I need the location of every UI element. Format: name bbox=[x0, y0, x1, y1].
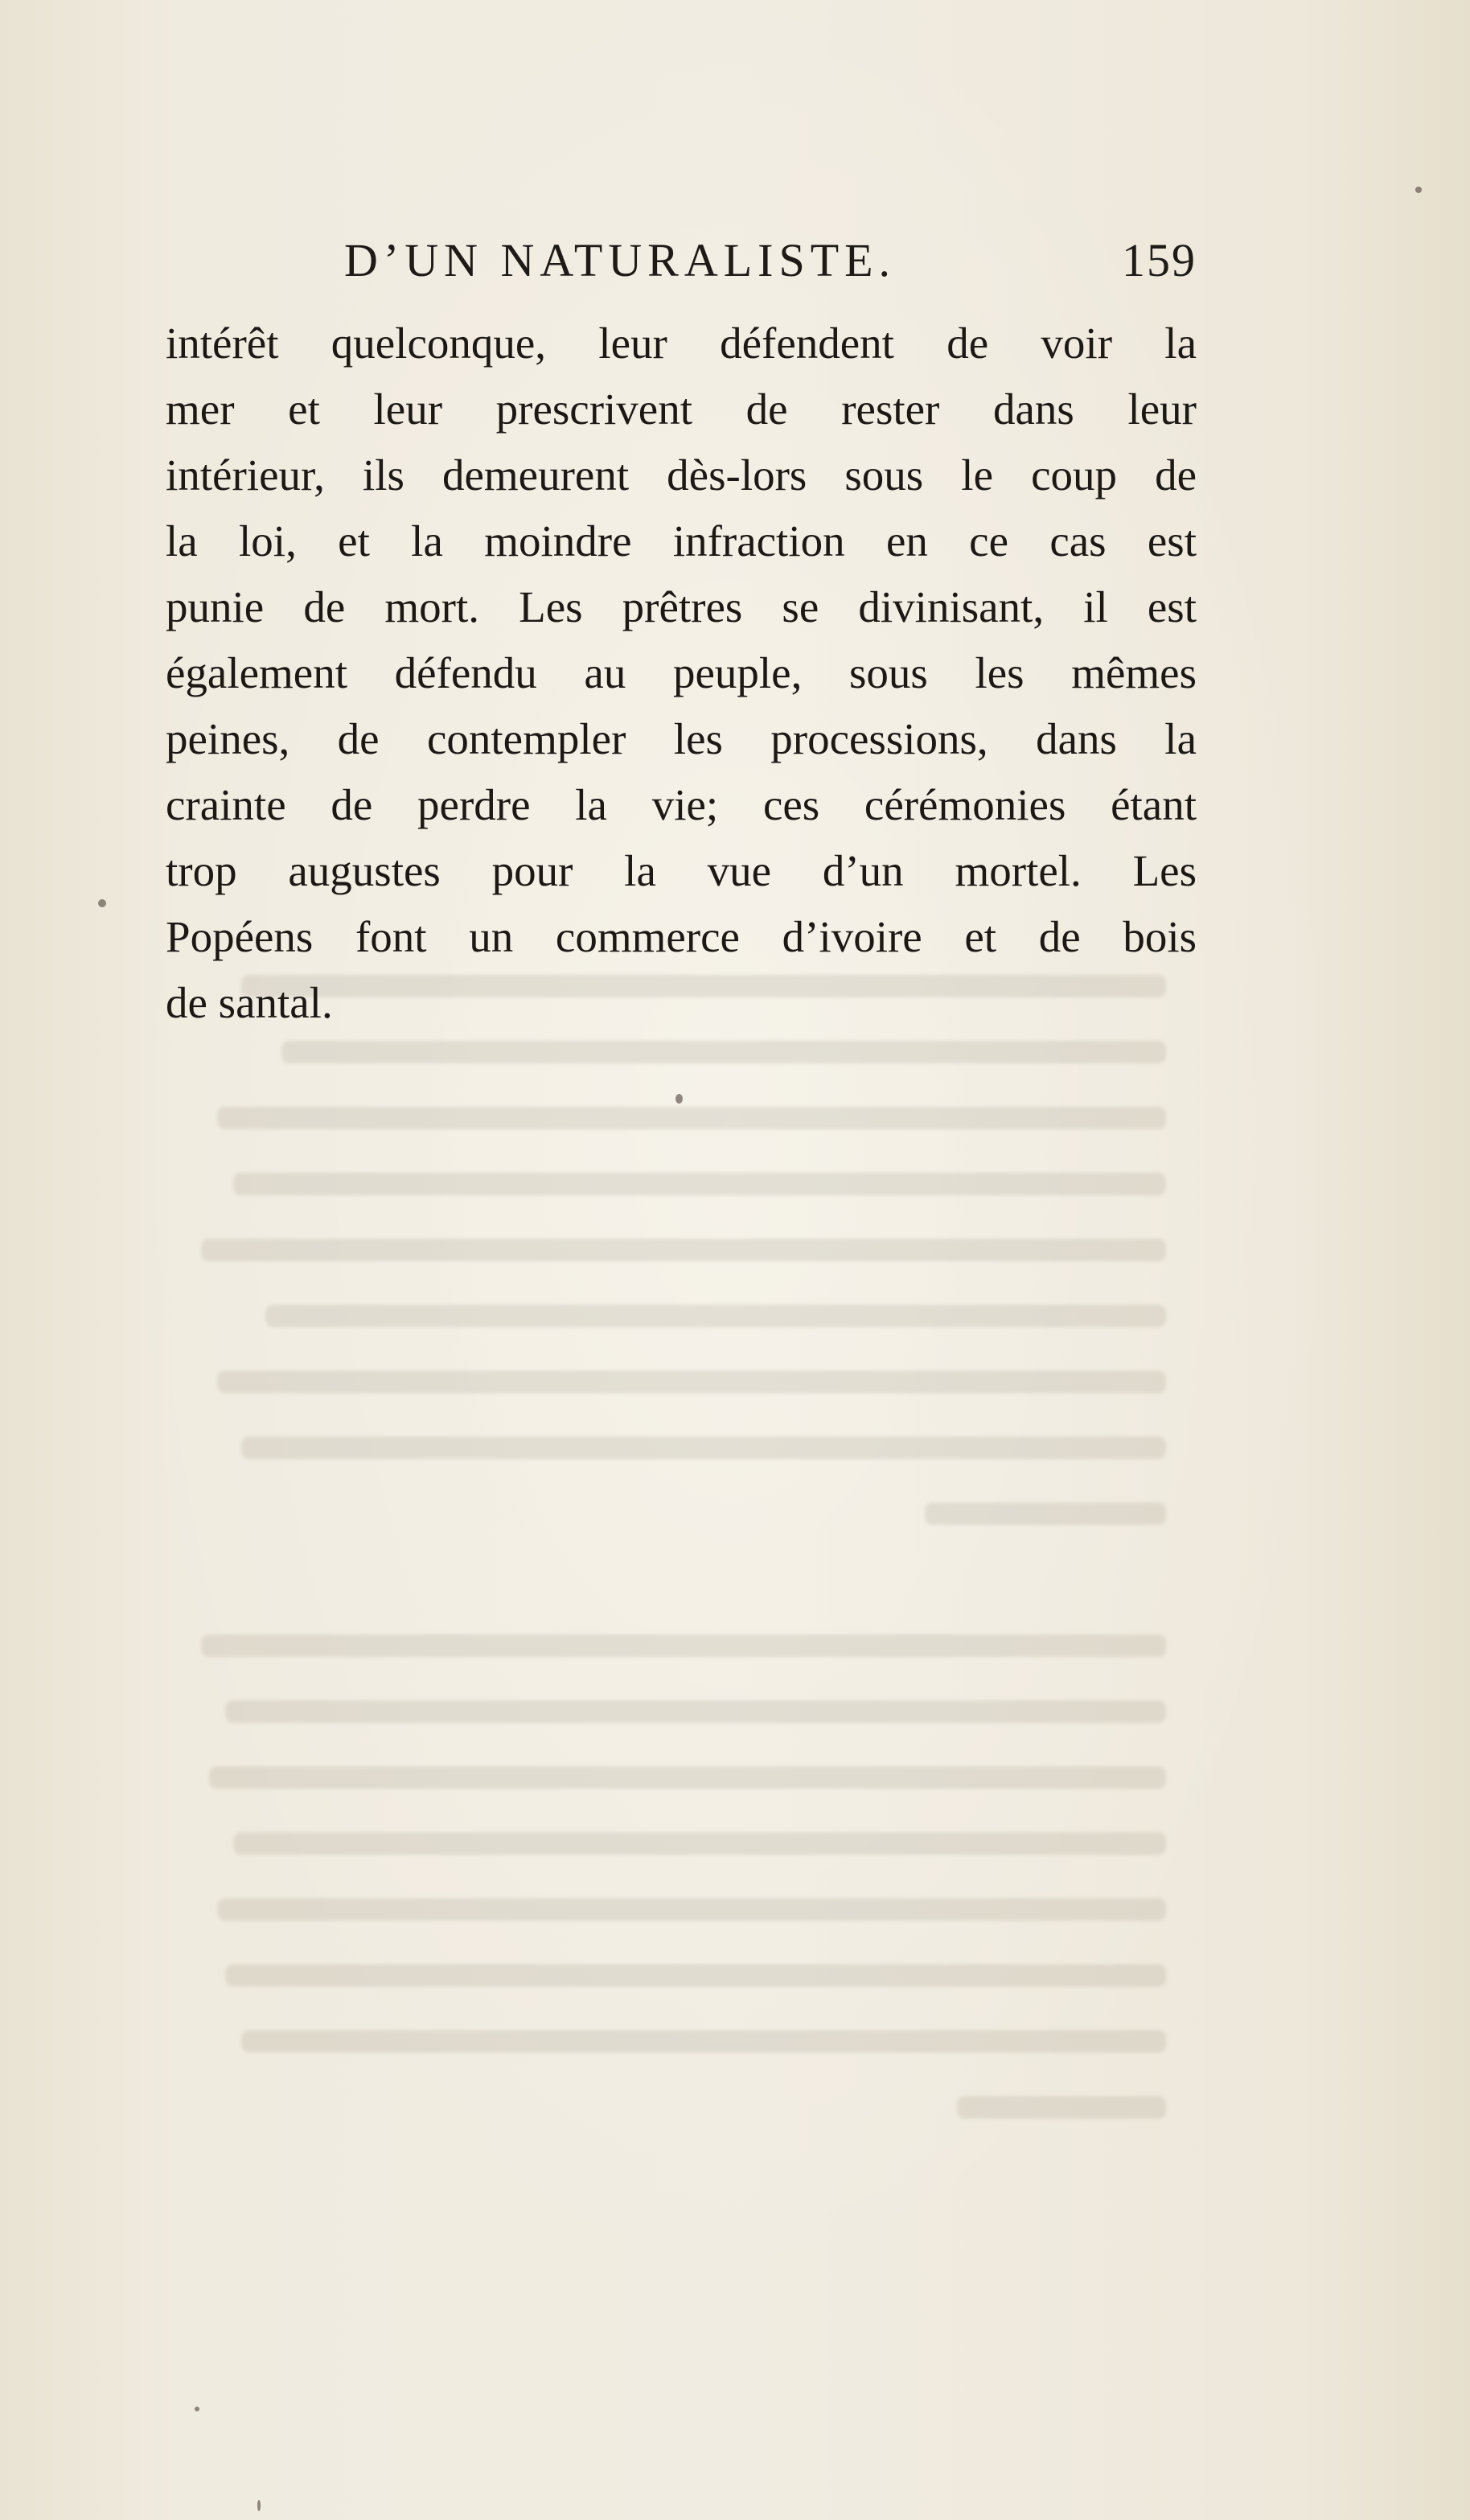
text-line: peines, de contempler les processions, dans la bbox=[166, 714, 1197, 763]
running-head-title: D’UN NATURALISTE. bbox=[344, 234, 897, 286]
paper-speck bbox=[195, 2407, 199, 2411]
paper-speck bbox=[675, 1094, 683, 1104]
paper-speck bbox=[98, 899, 106, 907]
paper-speck bbox=[257, 2500, 261, 2511]
text-line: intérêt quelconque, leur défendent de voir la bbox=[166, 319, 1197, 368]
text-line: de santal. bbox=[166, 978, 333, 1027]
reverse-side-bleed-through bbox=[161, 949, 1166, 2204]
text-line: également défendu au peuple, sous les mêmes bbox=[166, 648, 1197, 697]
text-line: punie de mort. Les prêtres se divinisant, il est bbox=[166, 582, 1197, 631]
text-line: la loi, et la moindre infraction en ce cas est bbox=[166, 516, 1197, 565]
body-text bbox=[166, 310, 1197, 1036]
text-line: crainte de perdre la vie; ces cérémonies étant bbox=[166, 780, 1197, 829]
text-line: Popéens font un commerce d’ivoire et de bois bbox=[166, 912, 1197, 961]
text-line: trop augustes pour la vue d’un mortel. Les bbox=[166, 846, 1197, 895]
text-line: mer et leur prescrivent de rester dans leur bbox=[166, 384, 1197, 434]
running-head bbox=[344, 233, 1197, 298]
text-line: intérieur, ils demeurent dès-lors sous le coup de bbox=[166, 450, 1197, 499]
page-number: 159 bbox=[1122, 234, 1197, 286]
paper-speck bbox=[1415, 187, 1422, 193]
